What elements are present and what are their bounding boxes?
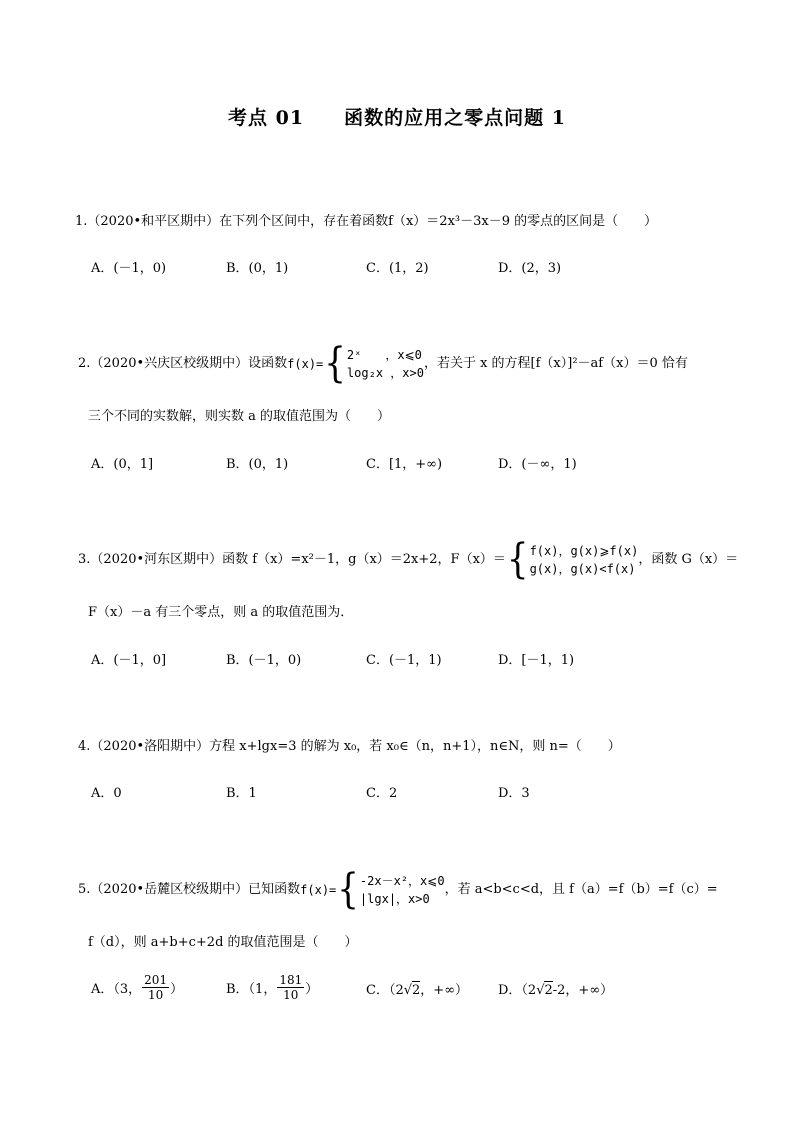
question-1-option-d: D．(2，3) — [498, 261, 562, 276]
question-2-case-2: log₂x ，x>0 — [346, 366, 424, 380]
question-2-fx: f(x)= — [287, 357, 324, 371]
question-3-option-a: A．(－1，0] — [91, 653, 167, 668]
question-2-cases — [347, 346, 424, 382]
question-4-stem: 4.（2020•洛阳期中）方程 x+lgx=3 的解为 x₀，若 x₀∈（n，n+1），n∈N，则 n=（ ） — [78, 739, 621, 754]
left-brace-icon: { — [337, 866, 359, 914]
page-title: 考点 01 函数的应用之零点问题 1 — [228, 107, 566, 129]
option-b-suffix: ） — [305, 982, 319, 997]
question-1-text-part2: f（x）＝2x³－3x－9 的零点的区间是（ ） — [388, 214, 658, 229]
option-b-numerator: 181 — [279, 973, 303, 987]
question-2-stem — [78, 340, 688, 388]
option-a-suffix: ） — [170, 982, 184, 997]
question-1-stem — [75, 212, 657, 232]
question-5-suffix: ，若 a<b<c<d，且 f（a）=f（b）=f（c）= — [444, 882, 718, 897]
question-5-option-b — [226, 973, 318, 1002]
question-3-option-c: C．(－1，1) — [366, 653, 442, 668]
option-c-radicand: 2 — [412, 983, 421, 998]
question-3-option-d: D．[－1，1) — [498, 653, 575, 668]
question-5-option-d — [498, 979, 613, 998]
question-2-suffix: ，若关于 x 的方程[f（x）]²－af（x）＝0 恰有 — [423, 356, 688, 371]
question-5-line-2: f（d），则 a+b+c+2d 的取值范围是（ ） — [88, 935, 358, 950]
left-brace-icon: { — [506, 536, 529, 584]
option-b-denominator: 10 — [283, 988, 299, 1002]
option-d-suffix: -2，+∞） — [552, 983, 614, 998]
question-2-line-2: 三个不同的实数解，则实数 a 的取值范围为（ ） — [88, 409, 391, 424]
option-a-numerator: 201 — [144, 973, 168, 987]
question-3-suffix: ，函数 G（x）＝ — [638, 552, 739, 567]
option-a-denominator: 10 — [147, 988, 164, 1002]
question-5-stem — [78, 866, 718, 914]
question-5-option-c — [366, 979, 468, 998]
question-2-prefix: 2.（2020•兴庆区校级期中）设函数 — [78, 356, 288, 371]
question-2-option-c: C．[1，+∞) — [366, 457, 443, 472]
question-2-option-d: D．(－∞，1) — [498, 457, 577, 472]
option-c-suffix: ，+∞） — [420, 983, 469, 998]
question-1-text-part1: 1.（2020•和平区期中）在下列个区间中，存在着函数 — [75, 214, 389, 229]
question-3-stem — [78, 536, 739, 584]
option-d-prefix: D．（2√ — [498, 983, 545, 998]
question-1-option-c: C．(1，2) — [366, 261, 429, 276]
question-5-case-1: -2x－x²，x⩽0 — [359, 874, 445, 888]
question-1-option-a: A．(－1，0) — [91, 261, 167, 276]
option-b-fraction — [277, 973, 304, 1002]
question-3-line-2: F（x）－a 有三个零点，则 a 的取值范围为． — [88, 605, 354, 620]
question-4-option-c: C．2 — [366, 786, 398, 801]
question-3-prefix: 3.（2020•河东区期中）函数 f（x）=x²－1，g（x）＝2x+2，F（x）＝ — [78, 552, 506, 567]
question-2-option-b: B．(0，1) — [226, 457, 289, 472]
question-5-cases — [360, 872, 445, 908]
question-2-case-1: 2ˣ ，x⩽0 — [346, 348, 422, 362]
question-5-prefix: 5.（2020•岳麓区校级期中）已知函数 — [78, 882, 301, 897]
option-c-prefix: C．（2√ — [366, 983, 413, 998]
question-3-case-1: f(x)，g(x)⩾f(x) — [529, 544, 639, 558]
question-4-option-d: D．3 — [498, 786, 530, 801]
left-brace-icon: { — [324, 340, 346, 388]
question-3-case-2: g(x)，g(x)<f(x) — [529, 562, 636, 576]
option-d-radicand: 2 — [544, 983, 553, 998]
question-4-option-a: A．0 — [91, 786, 122, 801]
question-3-cases — [530, 542, 639, 578]
question-4-option-b: B．1 — [226, 786, 257, 801]
question-5-option-a — [91, 973, 183, 1002]
option-b-prefix: B．（1， — [226, 982, 277, 997]
question-5-case-2: |lgx|，x>0 — [359, 892, 430, 906]
question-2-option-a: A．(0，1] — [91, 457, 154, 472]
option-a-prefix: A．（3， — [91, 982, 142, 997]
question-3-option-b: B．(－1，0) — [226, 653, 302, 668]
question-5-fx: f(x)= — [300, 883, 337, 897]
option-a-fraction — [142, 973, 169, 1002]
question-1-option-b: B．(0，1) — [226, 261, 289, 276]
